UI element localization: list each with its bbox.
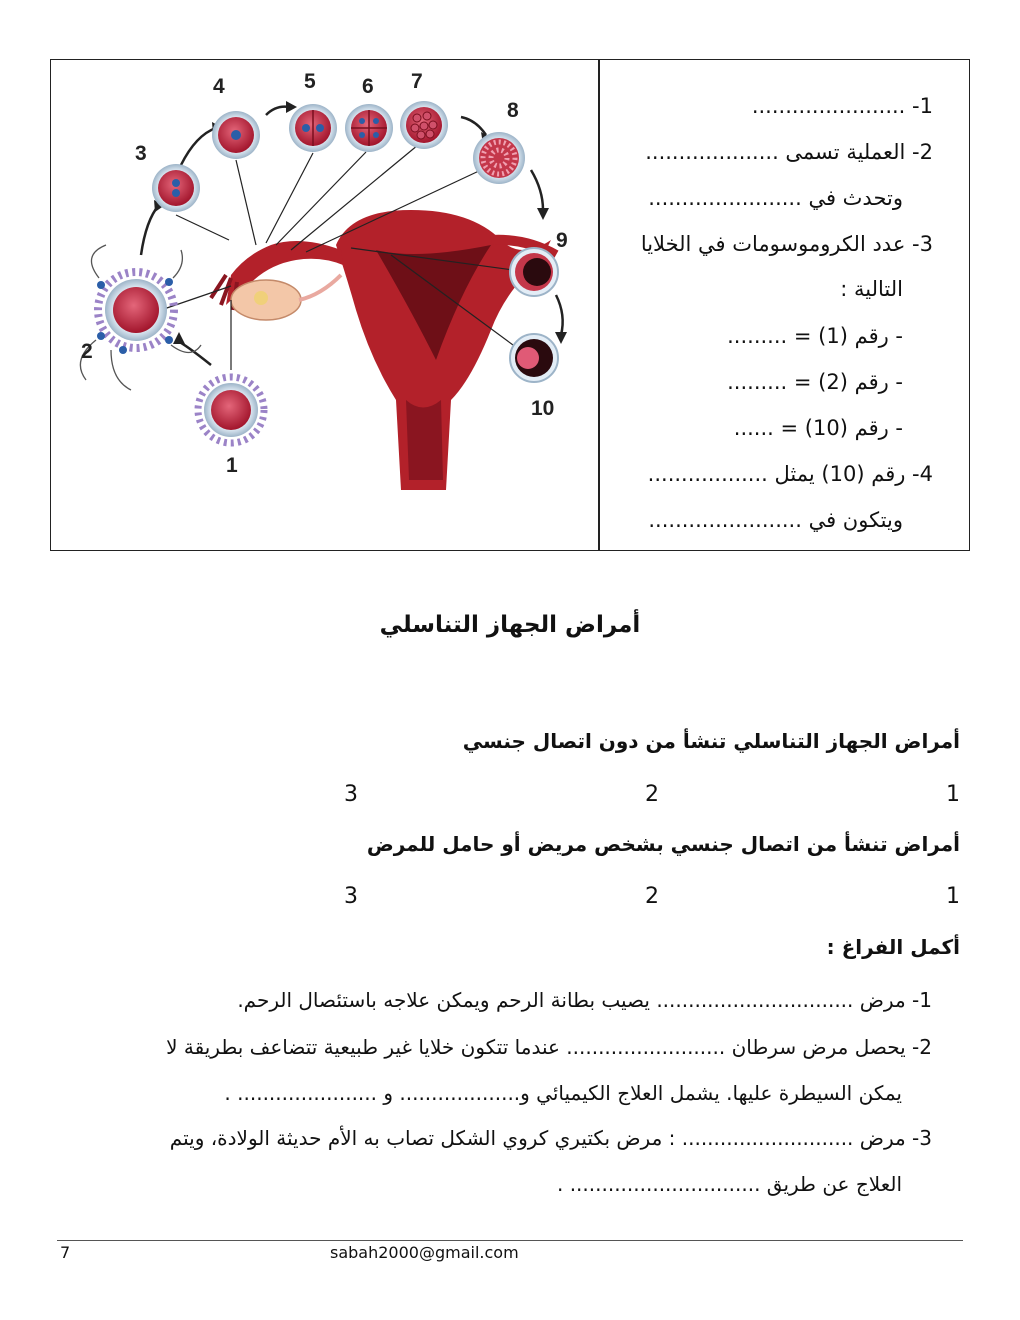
- question-3-cells: التالية :: [840, 277, 903, 301]
- cell-6: [345, 104, 393, 152]
- label-2: 2: [81, 340, 93, 363]
- fill-blank-2-continued: يمكن السيطرة عليها. يشمل العلاج الكيميائي و................... و ...................... .: [224, 1081, 902, 1105]
- section-2-number-1: 1: [946, 884, 960, 909]
- section-1-number-2: 2: [645, 782, 659, 807]
- question-3-chromosomes: 3- عدد الكروموسومات في الخلايا: [640, 232, 933, 256]
- label-9: 9: [556, 229, 568, 252]
- question-3-number-1: - رقم (1) = .........: [727, 324, 903, 348]
- fill-blank-2: 2- يحصل مرض سرطان ......................... عندما تتكون خلايا غير طبيعية تتضاعف بطريقة لا: [166, 1035, 932, 1059]
- label-5: 5: [304, 70, 316, 93]
- fill-blank-3-continued: العلاج عن طريق .............................. .: [556, 1172, 902, 1196]
- cell-1: [198, 377, 264, 443]
- cell-5: [289, 104, 337, 152]
- question-2-location: وتحدث في .......................: [648, 186, 903, 210]
- cell-7: [400, 101, 448, 149]
- cell-10: [510, 334, 558, 382]
- question-3-number-2: - رقم (2) = .........: [727, 370, 903, 394]
- label-6: 6: [362, 75, 374, 98]
- questions-column: [600, 60, 969, 550]
- question-4-represents: 4- رقم (10) يمثل ..................: [647, 462, 933, 486]
- label-7: 7: [411, 70, 423, 93]
- section-1-number-3: 3: [344, 782, 358, 807]
- cell-8: [473, 132, 525, 184]
- reproduction-illustration: [51, 60, 598, 550]
- question-2-process: 2- العملية تسمى ....................: [645, 140, 933, 164]
- cell-3: [152, 164, 200, 212]
- label-4: 4: [213, 75, 225, 98]
- section-1-heading: أمراض الجهاز التناسلي تنشأ من دون اتصال جنسي: [462, 729, 960, 753]
- cell-9: [510, 248, 558, 296]
- fill-blank-3: 3- مرض ........................... : مرض بكتيري كروي الشكل تصاب به الأم حديثة الولادة، ويتم: [169, 1126, 932, 1150]
- page-number: 7: [60, 1243, 71, 1262]
- label-8: 8: [507, 99, 519, 122]
- fill-blanks-heading: أكمل الفراغ :: [826, 935, 960, 959]
- footer-email: sabah2000@gmail.com: [330, 1243, 519, 1262]
- fill-blank-1: 1- مرض ............................... يصيب بطانة الرحم ويمكن علاجه باستئصال الرحم.: [237, 988, 932, 1012]
- section-2-number-3: 3: [344, 884, 358, 909]
- cell-2: [80, 245, 201, 390]
- section-2-number-2: 2: [645, 884, 659, 909]
- section-1-number-1: 1: [946, 782, 960, 807]
- fertilization-diagram: [51, 60, 598, 550]
- cell-4: [212, 111, 260, 159]
- label-10: 10: [531, 397, 555, 420]
- label-3: 3: [135, 142, 147, 165]
- label-1: 1: [226, 454, 238, 477]
- page-title: أمراض الجهاز التناسلي: [379, 612, 641, 638]
- section-2-heading: أمراض تنشأ من اتصال جنسي بشخص مريض أو حامل للمرض: [366, 832, 960, 856]
- question-1: 1- .......................: [751, 94, 933, 118]
- question-4-forms-in: ويتكون في .......................: [648, 508, 903, 532]
- worksheet-table: [50, 59, 970, 551]
- question-3-number-10: - رقم (10) = ......: [733, 416, 903, 440]
- footer-divider: [57, 1240, 963, 1241]
